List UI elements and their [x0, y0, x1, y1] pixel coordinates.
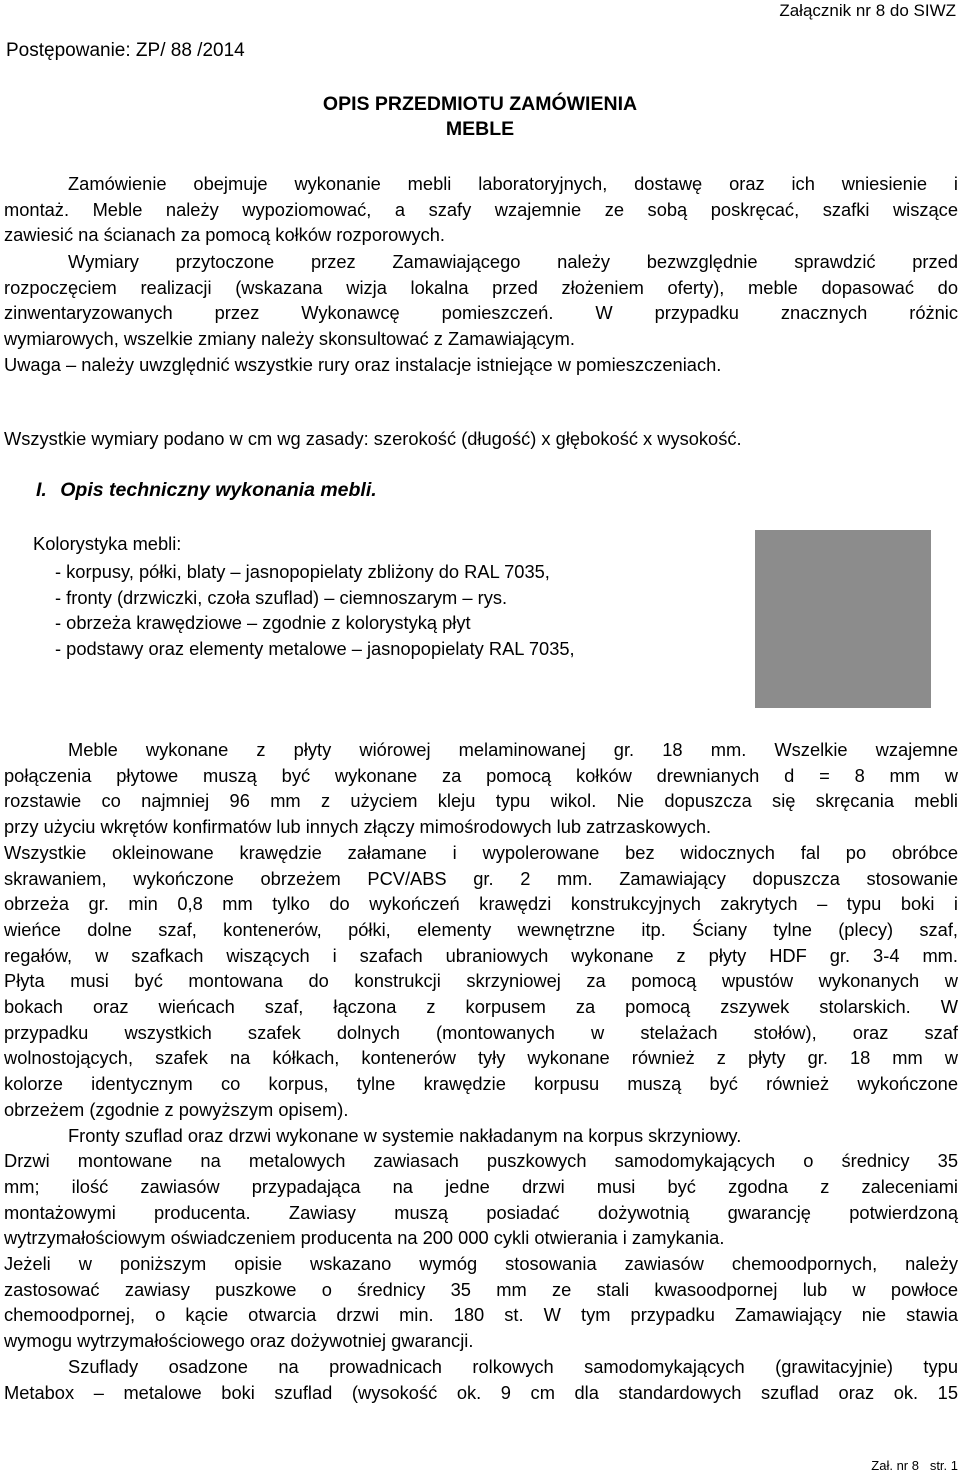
document-title [0, 92, 960, 142]
body-line: Wszystkie okleinowane krawędzie załamane i wypolerowane bez widocznych fal po obróbce [4, 841, 958, 863]
list-item: - fronty (drzwiczki, czoła szuflad) – ciemnoszarym – rys. [55, 586, 508, 608]
body-line: Drzwi montowane na metalowych zawiasach puszkowych samodomykających o średnicy 35 [4, 1150, 958, 1172]
body-paragraph-1 [4, 737, 958, 1123]
body-line: obrzeża gr. min 0,8 mm tylko do wykończeń krawędzi konstrukcyjnych zakrytych – typu boki i [4, 893, 958, 915]
body-paragraph-4 [4, 1354, 958, 1405]
body-line: Jeżeli w poniższym opisie wskazano wymóg stosowania zawiasów chemoodpornych, należy [4, 1253, 958, 1275]
dimensions-line: zinwentaryzowanych przez Wykonawcę pomieszczeń. W przypadku znacznych różnic [4, 302, 958, 324]
intro-paragraph [4, 171, 958, 248]
body-line: mm; ilość zawiasów przypadająca na jedne drzwi musi być zgodna z zaleceniami [4, 1175, 958, 1197]
dimensions-paragraph [4, 249, 958, 378]
body-text [4, 737, 958, 1405]
body-paragraph-2 [4, 1123, 958, 1149]
dimension-rule: Wszystkie wymiary podano w cm wg zasady: szerokość (długość) x głębokość x wysokość. [4, 428, 742, 449]
dimensions-line: wymiarowych, wszelkie zmiany należy skonsultować z Zamawiającym. [4, 328, 575, 350]
body-line: Szuflady osadzone na prowadnicach rolkowych samodomykających (grawitacyjnie) typu [68, 1355, 958, 1377]
body-line: zastosować zawiasy puszkowe o średnicy 35 mm ze stali kwasoodpornej lub w powłoce [4, 1278, 958, 1300]
body-line: rozstawie co najmniej 96 mm z użyciem kleju typu wikol. Nie dopuszcza się skręcania mebli [4, 790, 958, 812]
body-line: bokach oraz wieńcach szaf, łączona z korpusem za pomocą zszywek stolarskich. W [4, 996, 958, 1018]
body-line: połączenia płytowe muszą być wykonane za pomocą kołków drewnianych d = 8 mm w [4, 764, 958, 786]
color-swatch [755, 530, 931, 708]
body-line: kolorze identycznym co korpus, tylne krawędzie korpusu muszą być również wykończone [4, 1073, 958, 1095]
list-item: - obrzeża krawędziowe – zgodnie z kolorystyką płyt [55, 612, 471, 634]
dimensions-line: Wymiary przytoczone przez Zamawiającego należy bezwzględnie sprawdzić przed [68, 251, 958, 272]
body-line: Płyta musi być montowana do konstrukcji skrzyniowej za pomocą wpustów wykonanych w [4, 970, 958, 992]
body-paragraph-3 [4, 1148, 958, 1354]
body-line: przypadku wszystkich szafek dolnych (montowanych w stelażach stołów), oraz szaf [4, 1021, 958, 1043]
body-line: wieńce dolne szaf, kontenerów, półki, elementy wewnętrzne itp. Ściany tylne (plecy) szaf, [4, 918, 958, 940]
intro-line: zawiesić na ścianach za pomocą kołków rozporowych. [4, 224, 445, 246]
page-footer: Zał. nr 8 str. 1 [871, 1458, 958, 1473]
body-line: regałów, w szafkach wiszących i szafach ubraniowych wykonane z płyty HDF gr. 3-4 mm. [4, 944, 958, 966]
colors-list [7, 559, 575, 661]
dimensions-note: Uwaga – należy uwzględnić wszystkie rury oraz instalacje istniejące w pomieszczeniach. [4, 353, 722, 375]
intro-line: Zamówienie obejmuje wykonanie mebli laboratoryjnych, dostawę oraz ich wniesienie i [68, 173, 958, 194]
body-line: przy użyciu wkrętów konfirmatów lub innych złączy mimośrodowych lub zatrzaskowych. [4, 816, 712, 838]
dimensions-line: rozpoczęciem realizacji (wskazana wizja lokalna przed złożeniem oferty), meble dopasować do [4, 276, 958, 298]
section-title: Opis techniczny wykonania mebli. [60, 479, 377, 501]
section-heading [36, 479, 377, 502]
body-line: chemoodpornej, o kącie otwarcia drzwi min. 180 st. W tym przypadku Zamawiający nie stawia [4, 1304, 958, 1326]
body-line: montażowymi producenta. Zawiasy muszą posiadać dożywotnią gwarancję potwierdzoną [4, 1201, 958, 1223]
body-line: obrzeżem (zgodnie z powyższym opisem). [4, 1098, 349, 1120]
list-item: - korpusy, półki, blaty – jasnopopielaty zbliżony do RAL 7035, [55, 561, 550, 582]
body-line: skrawaniem, wykończone obrzeżem PCV/ABS gr. 2 mm. Zamawiający dopuszcza stosowanie [4, 867, 958, 889]
intro-line: montaż. Meble należy wypoziomować, a szafy wzajemnie ze sobą poskręcać, szafki wiszące [4, 198, 958, 220]
body-line: wolnostojących, szafek na kółkach, kontenerów tyły wykonane również z płyty gr. 18 mm w [4, 1047, 958, 1069]
body-line: wymogu wytrzymałościowego oraz dożywotniej gwarancji. [4, 1330, 474, 1352]
title-line-2: MEBLE [445, 118, 515, 140]
title-line-1: OPIS PRZEDMIOTU ZAMÓWIENIA [322, 93, 638, 115]
list-item: - podstawy oraz elementy metalowe – jasnopopielaty RAL 7035, [55, 637, 575, 659]
body-line: Metabox – metalowe boki szuflad (wysokość ok. 9 cm dla standardowych szuflad oraz ok. 15 [4, 1381, 958, 1403]
procedure-number: Postępowanie: ZP/ 88 /2014 [6, 40, 245, 61]
section-number: I. [36, 479, 47, 501]
body-line: Fronty szuflad oraz drzwi wykonane w systemie nakładanym na korpus skrzyniowy. [68, 1124, 742, 1146]
attachment-label: Załącznik nr 8 do SIWZ [779, 1, 956, 20]
body-line: Meble wykonane z płyty wiórowej melaminowanej gr. 18 mm. Wszelkie wzajemne [68, 739, 958, 760]
body-line: wytrzymałościowym oświadczeniem producenta na 200 000 cykli otwierania i zamykania. [4, 1227, 725, 1249]
colors-label: Kolorystyka mebli: [33, 533, 182, 554]
